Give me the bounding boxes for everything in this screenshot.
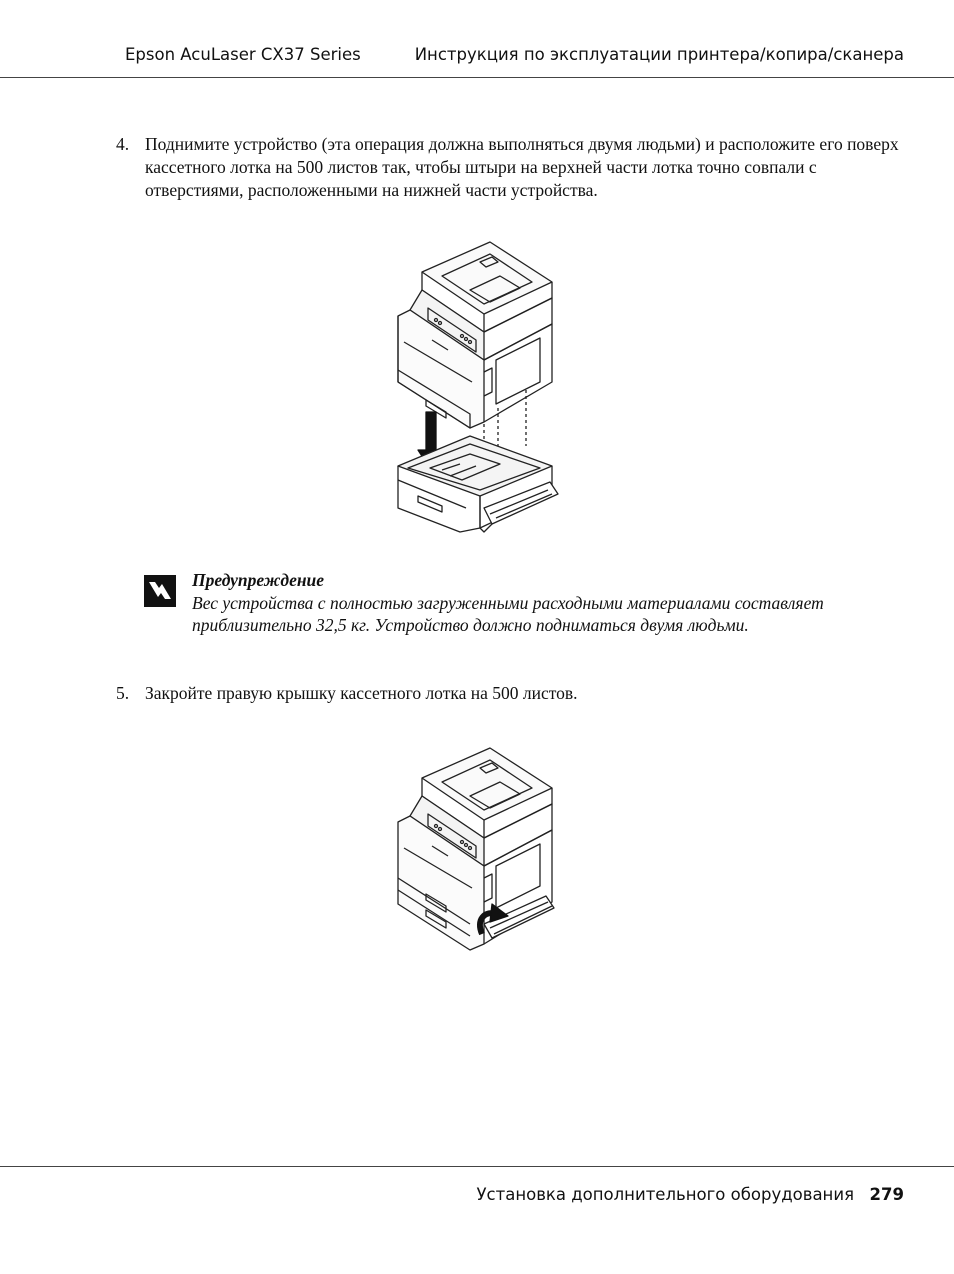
step-5 [116, 682, 906, 705]
header-product-name: Epson AcuLaser CX37 Series [125, 45, 361, 64]
warning-text: Вес устройства с полностью загруженными расходными материалами составляет приблизительно 32,5 кг. Устройство должно подниматься двумя людьми. [192, 592, 824, 635]
step-text: Закройте правую крышку кассетного лотка на 500 листов. [145, 683, 578, 703]
illustration-close-tray-right-cover [386, 738, 562, 954]
footer-section-title: Установка дополнительного оборудования [476, 1185, 854, 1204]
warning-title: Предупреждение [192, 570, 325, 590]
header-document-title: Инструкция по эксплуатации принтера/копира/сканера [414, 45, 904, 64]
step-text: Поднимите устройство (эта операция должна выполняться двумя людьми) и расположите его поверх кассетного лотка на 500 листов так, чтобы штыри на верхней части лотка точно совпали с отверстиями, расположенными на нижней части устройства. [145, 134, 899, 200]
warning-callout [144, 569, 864, 637]
illustration-install-printer-on-tray [380, 232, 570, 542]
footer-rule [0, 1166, 954, 1167]
warning-lightning-icon [144, 575, 176, 607]
page-number: 279 [869, 1185, 904, 1204]
step-4 [116, 133, 906, 202]
page-header [0, 0, 954, 78]
step-number: 5. [116, 683, 130, 703]
step-number: 4. [116, 134, 130, 154]
